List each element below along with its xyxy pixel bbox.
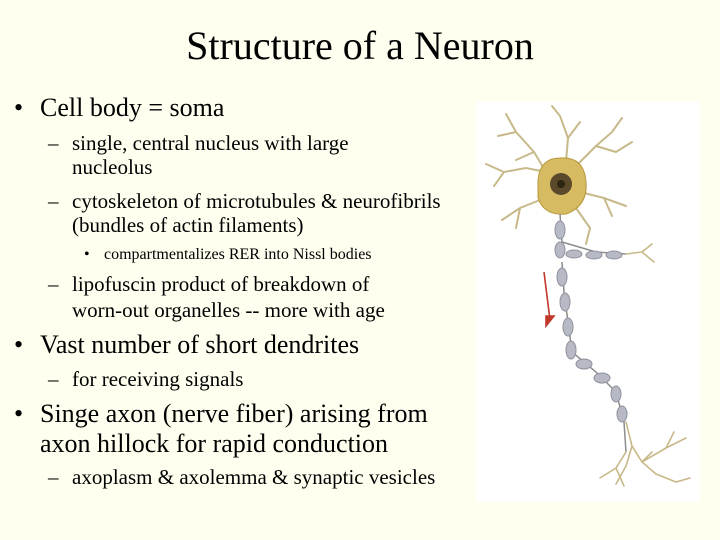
bullet-axon (14, 399, 428, 429)
bullet-text: single, central nucleus with large (72, 131, 349, 155)
bullet-dash: – (48, 465, 59, 489)
bullet-text: axoplasm & axolemma & synaptic vesicles (72, 465, 436, 489)
bullet-dot: • (84, 246, 90, 263)
subbullet-nucleus (48, 131, 349, 155)
bullet-text: for receiving signals (72, 367, 244, 391)
neuron-drawing (476, 102, 700, 502)
subbullet-receiving (48, 367, 243, 391)
direction-arrow (544, 272, 554, 326)
bullet-dot: • (14, 330, 24, 359)
subbullet-axoplasm (48, 465, 435, 489)
bullet-text: compartmentalizes RER into Nissl bodies (104, 246, 372, 263)
bullet-dendrites (14, 330, 359, 360)
myelin-sheath (555, 221, 627, 422)
subbullet-lipofuscin-cont: worn-out organelles -- more with age (72, 298, 385, 322)
subbullet-lipofuscin (48, 272, 369, 296)
bullet-dot: • (14, 399, 24, 428)
axon-terminals (600, 244, 690, 486)
subsubbullet-nissl (84, 245, 372, 265)
bullet-dash: – (48, 272, 59, 296)
bullet-text: Singe axon (nerve fiber) arising from (40, 399, 428, 428)
bullet-dash: – (48, 367, 59, 391)
subbullet-cytoskeleton (48, 189, 441, 213)
subbullet-cytoskeleton-cont: (bundles of actin filaments) (72, 213, 304, 237)
bullet-text: lipofuscin product of breakdown of (72, 272, 370, 296)
bullet-cell-body (14, 93, 224, 123)
subbullet-nucleus-cont: nucleolus (72, 155, 153, 179)
bullet-dash: – (48, 131, 59, 155)
bullet-text: cytoskeleton of microtubules & neurofibrils (72, 189, 441, 213)
bullet-text: Vast number of short dendrites (40, 330, 360, 359)
page-title: Structure of a Neuron (186, 23, 534, 68)
nucleolus (557, 180, 565, 188)
bullet-dash: – (48, 189, 59, 213)
bullet-text: Cell body = soma (40, 93, 225, 122)
bullet-dot: • (14, 93, 24, 122)
bullet-axon-cont: axon hillock for rapid conduction (40, 429, 389, 458)
neuron-illustration (476, 102, 700, 502)
